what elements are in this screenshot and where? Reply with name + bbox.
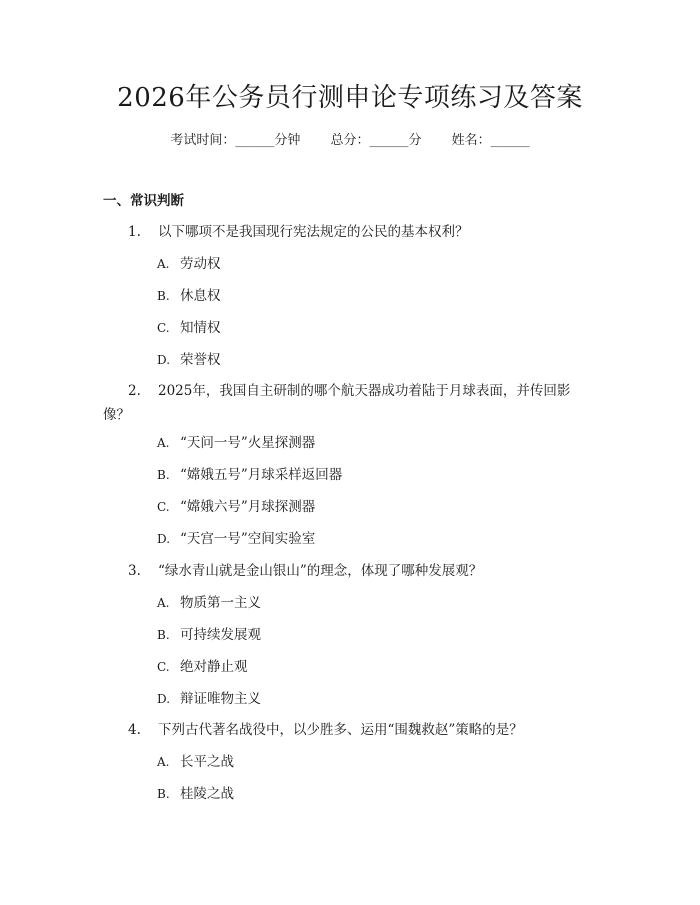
option-2b: [157, 465, 342, 485]
option-4a: [157, 752, 234, 772]
option-3a: [157, 593, 261, 613]
option-text: 辩证唯物主义: [180, 691, 261, 707]
option-1c: [157, 318, 221, 338]
question-number: 3.: [128, 563, 141, 579]
option-text: 绝对静止观: [180, 659, 248, 675]
name-field: 姓名：______: [451, 133, 530, 148]
option-letter: D.: [157, 692, 171, 706]
option-text: 劳动权: [180, 256, 221, 272]
option-letter: B.: [157, 468, 170, 482]
question-number: 2.: [128, 383, 141, 399]
option-letter: D.: [157, 353, 171, 367]
option-text: 物质第一主义: [180, 595, 261, 611]
option-text: 知情权: [180, 320, 221, 336]
option-2a: [157, 433, 315, 453]
option-text: “嫦娥六号”月球探测器: [180, 499, 316, 515]
option-4b: [157, 784, 234, 804]
question-4: [103, 718, 573, 742]
option-letter: A.: [157, 257, 170, 271]
section-heading: 一、常识判断: [103, 193, 184, 209]
question-2: [103, 379, 573, 427]
option-letter: A.: [157, 755, 170, 769]
option-3d: [157, 689, 261, 709]
option-text: 桂陵之战: [180, 786, 234, 802]
question-text: 以下哪项不是我国现行宪法规定的公民的基本权利？: [158, 224, 469, 240]
option-text: “嫦娥五号”月球采样返回器: [180, 467, 343, 483]
option-letter: D.: [157, 532, 171, 546]
option-text: 休息权: [180, 288, 221, 304]
option-1a: [157, 254, 221, 274]
option-2c: [157, 497, 315, 517]
option-letter: B.: [157, 787, 170, 801]
option-text: 荣誉权: [180, 352, 221, 368]
question-1: [103, 220, 573, 244]
option-letter: C.: [157, 660, 170, 674]
option-letter: B.: [157, 628, 170, 642]
document-title: 2026年公务员行测申论专项练习及答案: [117, 83, 583, 113]
option-text: “天问一号”火星探测器: [180, 435, 316, 451]
total-score-field: 总分：______分: [330, 133, 422, 148]
question-3: [103, 559, 573, 583]
option-3c: [157, 657, 248, 677]
option-letter: A.: [157, 596, 170, 610]
option-letter: B.: [157, 289, 170, 303]
option-text: 长平之战: [180, 754, 234, 770]
option-1d: [157, 350, 221, 370]
exam-time-field: 考试时间：______分钟: [170, 133, 301, 148]
question-text: 下列古代著名战役中，以少胜多、运用“围魏救赵”策略的是？: [158, 722, 523, 738]
option-2d: [157, 529, 315, 549]
question-text: 2025年，我国自主研制的哪个航天器成功着陆于月球表面，并传回影像？: [103, 383, 571, 423]
question-number: 1.: [128, 224, 141, 240]
option-3b: [157, 625, 261, 645]
question-text: “绿水青山就是金山银山”的理念，体现了哪种发展观？: [158, 563, 483, 579]
option-text: 可持续发展观: [180, 627, 261, 643]
option-letter: C.: [157, 500, 170, 514]
exam-info-line: [0, 131, 700, 151]
option-text: “天宫一号”空间实验室: [180, 531, 316, 547]
question-number: 4.: [128, 722, 141, 738]
option-1b: [157, 286, 221, 306]
option-letter: C.: [157, 321, 170, 335]
option-letter: A.: [157, 436, 170, 450]
